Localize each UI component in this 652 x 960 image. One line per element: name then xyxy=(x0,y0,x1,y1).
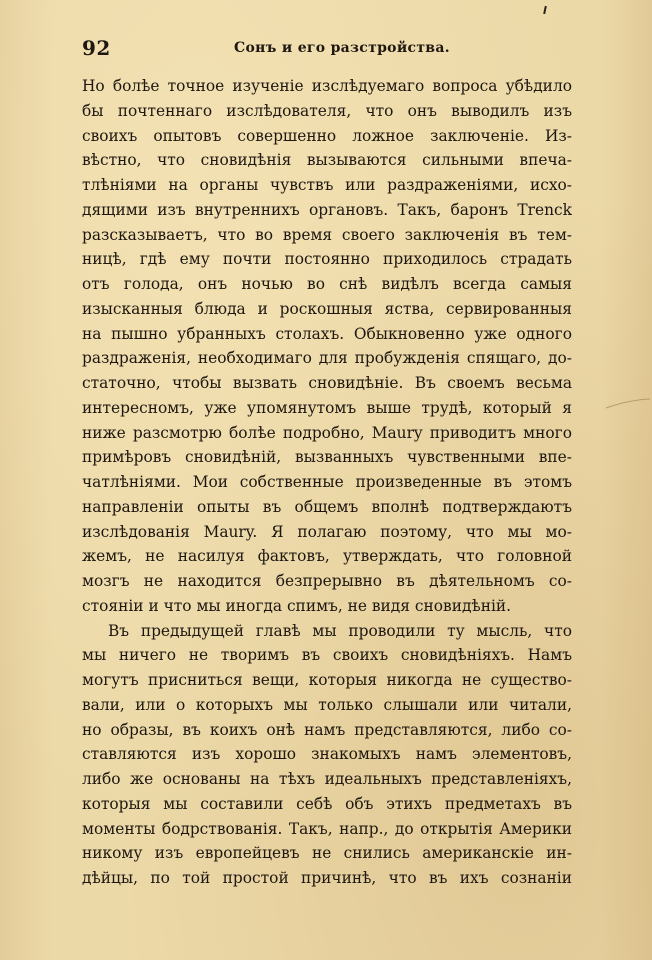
text-line: направленіи опыты въ общемъ вполнѣ подтверждаютъ xyxy=(82,497,572,516)
body-text xyxy=(82,74,572,891)
text-line: на пышно убранныхъ столахъ. Обыкновенно уже одного xyxy=(82,324,572,343)
text-line: изслѣдованія Maury. Я полагаю поэтому, что мы мо- xyxy=(82,522,572,541)
text-line: либо же основаны на тѣхъ идеальныхъ представленіяхъ, xyxy=(82,770,572,788)
ink-speck xyxy=(543,6,547,14)
text-line: мы ничего не творимъ въ своихъ сновидѣніяхъ. Намъ xyxy=(82,646,572,665)
text-line: могутъ присниться вещи, которыя никогда не существо- xyxy=(82,671,572,689)
page-number: 92 xyxy=(82,36,111,60)
text-line: ставляются изъ хорошо знакомыхъ намъ элементовъ, xyxy=(82,745,572,764)
text-line: жемъ, не насилуя фактовъ, утверждать, что головной xyxy=(82,547,572,566)
text-line: мозгъ не находится безпрерывно въ дѣятельномъ со- xyxy=(82,572,572,590)
text-line: дящими изъ внутреннихъ органовъ. Такъ, баронъ Trenck xyxy=(82,200,572,219)
text-line: дѣйцы, по той простой причинѣ, что въ ихъ сознаніи xyxy=(82,869,572,887)
text-line: вали, или о которыхъ мы только слышали или читали, xyxy=(82,695,572,714)
text-line: ниже разсмотрю болѣе подробно, Maury приводитъ много xyxy=(82,423,572,442)
text-line: бы почтеннаго изслѣдователя, что онъ выводилъ изъ xyxy=(82,101,572,120)
text-line: но образы, въ коихъ онѣ намъ представляются, либо со- xyxy=(82,720,572,739)
text-line: чатлѣніями. Мои собственные произведенные въ этомъ xyxy=(82,473,572,491)
text-line: раздраженія, необходимаго для пробужденія спящаго, до- xyxy=(82,349,572,368)
text-line: вѣстно, что сновидѣнія вызываются сильными впеча- xyxy=(82,151,572,170)
text-line: которыя мы составили себѣ объ этихъ предметахъ въ xyxy=(82,794,572,813)
text-line: отъ голода, онъ ночью во снѣ видѣлъ всегда самыя xyxy=(82,275,572,293)
text-line: примѣровъ сновидѣній, вызванныхъ чувственными впе- xyxy=(82,448,572,467)
text-line: стояніи и что мы иногда спимъ, не видя сновидѣній. xyxy=(82,596,512,615)
margin-pencil-stroke xyxy=(604,398,652,410)
text-line: Но болѣе точное изученіе изслѣдуемаго вопроса убѣдило xyxy=(82,77,572,95)
text-line: изысканныя блюда и роскошныя яства, сервированныя xyxy=(82,299,572,318)
running-head xyxy=(82,36,572,64)
running-title: Сонъ и его разстройства. xyxy=(234,40,450,56)
text-line: ницѣ, гдѣ ему почти постоянно приходилось страдать xyxy=(82,250,572,269)
text-line: никому изъ европейцевъ не снились американскіе ин- xyxy=(82,844,572,863)
text-line: своихъ опытовъ совершенно ложное заключеніе. Из- xyxy=(82,126,572,145)
text-line: моменты бодрствованія. Такъ, напр., до открытія Америки xyxy=(82,819,572,838)
text-line: разсказываетъ, что во время своего заключенія въ тем- xyxy=(82,225,572,244)
text-line: Въ предыдущей главѣ мы проводили ту мысль, что xyxy=(108,621,572,640)
text-line: интересномъ, уже упомянутомъ выше трудѣ, который я xyxy=(82,398,572,417)
text-line: статочно, чтобы вызвать сновидѣніе. Въ своемъ весьма xyxy=(82,374,572,392)
text-line: тлѣніями на органы чувствъ или раздраженіями, исхо- xyxy=(82,176,572,194)
